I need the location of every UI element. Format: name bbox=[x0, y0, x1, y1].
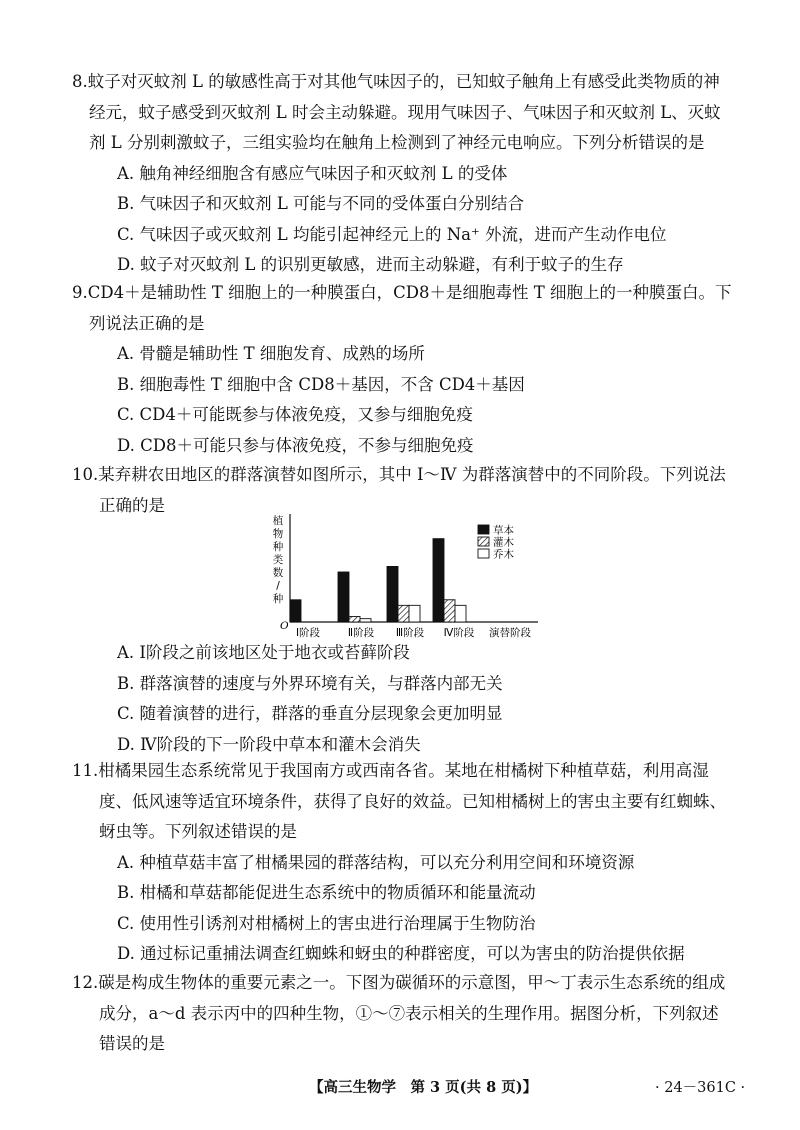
question-8 bbox=[72, 67, 732, 281]
option-c: C. 使用性引诱剂对柑橘树上的害虫进行治理属于生物防治 bbox=[117, 913, 536, 933]
option-a: A. Ⅰ阶段之前该地区处于地衣或苔藓阶段 bbox=[117, 643, 410, 662]
bar-草本-Ⅰ阶段 bbox=[290, 600, 301, 622]
question-text: 蚊子对灭蚊剂 L 的敏感性高于对其他气味因子的，已知蚊子触角上有感受此类物质的神经元，蚊子感受到灭蚊剂 L 时会主动躲避。现用气味因子、气味因子和灭蚊剂 L、灭蚊剂 L 分别刺激蚊子，三组实验均在触角上检测到了神经元电响应。下列分析错误的是 bbox=[87, 72, 721, 152]
question-11-stem bbox=[72, 756, 732, 848]
option-b: B. 柑橘和草菇都能促进生态系统中的物质循环和能量流动 bbox=[117, 883, 536, 902]
chart-svg bbox=[260, 510, 540, 645]
option-c: C. CD4＋可能既参与体液免疫，又参与细胞免疫 bbox=[117, 405, 473, 424]
bar-草本-Ⅲ阶段 bbox=[387, 566, 398, 622]
footer-page-info: 【高三生物学 第 3 页(共 8 页)】 bbox=[309, 1079, 538, 1096]
chart-origin: O bbox=[280, 620, 289, 632]
option-a: A. 触角神经细胞含有感应气味因子和灭蚊剂 L 的受体 bbox=[117, 163, 508, 183]
question-number: 9. bbox=[72, 283, 88, 302]
bar-乔木-Ⅳ阶段 bbox=[455, 605, 466, 622]
bar-草本-Ⅱ阶段 bbox=[338, 572, 349, 622]
option-b: B. 群落演替的速度与外界环境有关，与群落内部无关 bbox=[117, 673, 503, 693]
legend-label: 草本 bbox=[493, 524, 514, 537]
chart-bars bbox=[290, 539, 466, 622]
bar-草本-Ⅳ阶段 bbox=[433, 539, 444, 622]
question-number: 12. bbox=[72, 973, 99, 992]
legend-swatch bbox=[478, 525, 489, 534]
option-b: B. 细胞毒性 T 细胞中含 CD8＋基因，不含 CD4＋基因 bbox=[117, 374, 525, 394]
option-c: C. 气味因子或灭蚊剂 L 均能引起神经元上的 Na⁺ 外流，进而产生动作电位 bbox=[117, 224, 667, 244]
question-12 bbox=[72, 968, 732, 1060]
x-tick-label: Ⅲ阶段 bbox=[395, 627, 425, 639]
question-8-stem bbox=[72, 67, 732, 159]
chart-ylabel: 植物种类数/种 bbox=[272, 515, 284, 605]
option-d: D. 通过标记重捕法调查红蜘蛛和蚜虫的种群密度，可以为害虫的防治提供依据 bbox=[117, 944, 685, 963]
question-number: 8. bbox=[72, 72, 88, 91]
succession-chart bbox=[260, 510, 540, 645]
question-12-stem bbox=[72, 968, 732, 1060]
bar-灌木-Ⅲ阶段 bbox=[398, 605, 409, 622]
option-d: D. Ⅳ阶段的下一阶段中草本和灌木会消失 bbox=[117, 734, 421, 754]
question-9 bbox=[72, 278, 732, 461]
question-text: CD4＋是辅助性 T 细胞上的一种膜蛋白，CD8＋是细胞毒性 T 细胞上的一种膜蛋白。下列说法正确的是 bbox=[87, 283, 732, 333]
chart-legend bbox=[478, 524, 514, 561]
bar-灌木-Ⅳ阶段 bbox=[444, 600, 455, 622]
x-tick-label: 演替阶段 bbox=[489, 627, 531, 639]
option-d: D. CD8＋可能只参与体液免疫，不参与细胞免疫 bbox=[117, 435, 474, 455]
option-c: C. 随着演替的进行，群落的垂直分层现象会更加明显 bbox=[117, 704, 503, 723]
question-9-stem bbox=[72, 278, 732, 339]
question-number: 11. bbox=[72, 761, 99, 780]
x-tick-label: Ⅳ阶段 bbox=[443, 627, 475, 639]
question-text: 碳是构成生物体的重要元素之一。下图为碳循环的示意图，甲～丁表示生态系统的组成成分，a～d 表示丙中的四种生物，①～⑦表示相关的生理作用。据图分析，下列叙述错误的是 bbox=[98, 973, 726, 1053]
question-11 bbox=[72, 756, 732, 970]
bar-灌木-Ⅱ阶段 bbox=[349, 616, 360, 622]
option-a: A. 种植草菇丰富了柑橘果园的群落结构，可以充分利用空间和环境资源 bbox=[117, 852, 635, 872]
question-text: 柑橘果园生态系统常见于我国南方或西南各省。某地在柑橘树下种植草菇，利用高湿度、低风速等适宜环境条件，获得了良好的效益。已知柑橘树上的害虫主要有红蜘蛛、蚜虫等。下列叙述错误的是 bbox=[98, 761, 726, 841]
option-b: B. 气味因子和灭蚊剂 L 可能与不同的受体蛋白分别结合 bbox=[117, 194, 525, 213]
legend-swatch bbox=[478, 549, 489, 558]
legend-label: 乔木 bbox=[493, 548, 514, 561]
x-tick-label: Ⅰ阶段 bbox=[295, 627, 321, 639]
x-tick-label: Ⅱ阶段 bbox=[347, 627, 375, 639]
option-d: D. 蚊子对灭蚊剂 L 的识别更敏感，进而主动躲避，有利于蚊子的生存 bbox=[117, 255, 624, 274]
option-a: A. 骨髓是辅助性 T 细胞发育、成熟的场所 bbox=[117, 344, 425, 363]
question-number: 10. bbox=[72, 465, 99, 484]
bar-乔木-Ⅲ阶段 bbox=[409, 605, 420, 622]
footer-exam-code: · 24－361C · bbox=[655, 1080, 746, 1096]
bar-乔木-Ⅱ阶段 bbox=[360, 619, 371, 622]
legend-label: 灌木 bbox=[493, 536, 514, 549]
question-text: 某弃耕农田地区的群落演替如图所示，其中 Ⅰ～Ⅳ 为群落演替中的不同阶段。下列说法正确的是 bbox=[98, 465, 726, 515]
question-10-options bbox=[72, 638, 732, 760]
legend-swatch bbox=[478, 537, 489, 546]
